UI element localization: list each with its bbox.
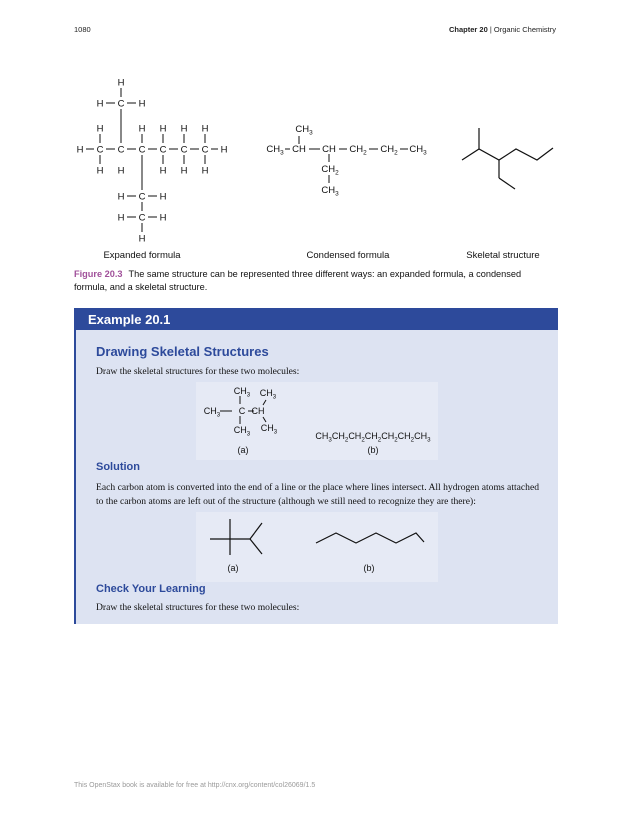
molecule-b-condensed: $CH_3CH_2CH_2CH_2CH_2CH_2CH_3$ xyxy=(315,431,431,444)
condensed-ch-2: CH xyxy=(322,144,336,155)
question-molecules-svg xyxy=(196,382,438,460)
check-your-learning-text: Draw the skeletal structures for these two molecules: xyxy=(96,602,300,613)
expanded-formula-diagram xyxy=(77,78,228,245)
figure-caption-label: Figure 20.3 xyxy=(74,269,123,279)
page-number: 1080 xyxy=(74,25,91,34)
solution-text: Each carbon atom is converted into the end of a line or the place where lines intersect. All hydrogen atoms attached to the carbon atoms are left out of the structure (although we still need to recognize they are there): xyxy=(96,482,540,507)
mol-a-ch: CH xyxy=(251,406,265,416)
expanded-carbon: C xyxy=(138,191,146,203)
condensed-ch3-left: $CH_3$ xyxy=(266,144,284,157)
expanded-carbon: C xyxy=(138,144,146,156)
label-expanded-formula: Expanded formula xyxy=(103,250,181,261)
example-title-bar xyxy=(76,308,558,330)
check-your-learning-heading: Check Your Learning xyxy=(96,583,206,595)
expanded-hydrogen: H xyxy=(159,123,167,135)
mol-a-ch3-upper-right: $CH_3$ xyxy=(259,388,277,401)
question-molecules-panel xyxy=(196,382,438,460)
figure-caption xyxy=(74,268,544,293)
condensed-ch3-branch: $CH_3$ xyxy=(295,124,313,137)
expanded-hydrogen: H xyxy=(159,165,167,177)
expanded-hydrogen: H xyxy=(138,233,146,245)
mol-a-ch3-left: $CH_3$ xyxy=(203,406,221,419)
expanded-hydrogen: H xyxy=(138,123,146,135)
expanded-carbon: C xyxy=(138,212,146,224)
expanded-carbon: C xyxy=(159,144,167,156)
condensed-ch-1: CH xyxy=(292,144,306,155)
expanded-hydrogen: H xyxy=(180,165,188,177)
expanded-hydrogen: H xyxy=(96,165,104,177)
expanded-carbon: C xyxy=(96,144,104,156)
expanded-hydrogen: H xyxy=(76,144,84,156)
mol-a-ch3-lower-right: $CH_3$ xyxy=(260,423,278,436)
condensed-ch3-branch-end: $CH_3$ xyxy=(321,185,339,198)
expanded-carbon: C xyxy=(117,144,125,156)
condensed-ch3-right: $CH_3$ xyxy=(409,144,427,157)
answer-label-b: (b) xyxy=(363,563,375,573)
expanded-hydrogen: H xyxy=(117,212,125,224)
label-condensed-formula: Condensed formula xyxy=(306,250,390,261)
expanded-hydrogen: H xyxy=(138,98,146,110)
figure-caption-text: The same structure can be represented three different ways: an expanded formula, a condensed formula, and a skeletal structure. xyxy=(74,269,522,292)
expanded-carbon: C xyxy=(117,98,125,110)
label-skeletal-structure: Skeletal structure xyxy=(466,250,540,261)
mol-a-ch3-bottom: $CH_3$ xyxy=(233,425,251,438)
expanded-hydrogen: H xyxy=(201,165,209,177)
section-heading: Drawing Skeletal Structures xyxy=(96,344,269,359)
answer-a-skeletal xyxy=(210,519,262,555)
expanded-hydrogen: H xyxy=(96,123,104,135)
answer-molecules-panel xyxy=(196,512,438,582)
expanded-carbon: C xyxy=(201,144,209,156)
expanded-hydrogen: H xyxy=(159,191,167,203)
expanded-carbon: C xyxy=(180,144,188,156)
expanded-hydrogen: H xyxy=(180,123,188,135)
example-title: Example 20.1 xyxy=(88,312,171,327)
answer-label-a: (a) xyxy=(227,563,239,573)
question-label-a: (a) xyxy=(237,445,249,455)
expanded-hydrogen: H xyxy=(117,165,125,177)
chapter-number: Chapter 20 xyxy=(449,25,488,34)
expanded-hydrogen: H xyxy=(159,212,167,224)
skeletal-structure-diagram xyxy=(462,128,553,189)
condensed-ch2-1: $CH_2$ xyxy=(349,144,367,157)
condensed-ch2-branch: $CH_2$ xyxy=(321,164,339,177)
figure-20-3 xyxy=(0,0,630,300)
chapter-title: | Organic Chemistry xyxy=(489,25,556,34)
mol-a-quaternary-c: C xyxy=(238,406,246,416)
expanded-hydrogen: H xyxy=(117,77,125,89)
example-box xyxy=(74,308,558,624)
expanded-hydrogen: H xyxy=(201,123,209,135)
mol-a-ch3-top: $CH_3$ xyxy=(233,386,251,399)
condensed-ch2-2: $CH_2$ xyxy=(380,144,398,157)
solution-heading: Solution xyxy=(96,461,140,473)
expanded-hydrogen: H xyxy=(96,98,104,110)
footer-note: This OpenStax book is available for free at http://cnx.org/content/col26069/1.5 xyxy=(74,782,316,789)
prompt-text: Draw the skeletal structures for these two molecules: xyxy=(96,366,300,377)
expanded-hydrogen: H xyxy=(117,191,125,203)
answer-b-skeletal xyxy=(316,533,424,543)
question-label-b: (b) xyxy=(367,445,379,455)
answer-molecules-svg xyxy=(196,512,438,582)
expanded-hydrogen: H xyxy=(220,144,228,156)
